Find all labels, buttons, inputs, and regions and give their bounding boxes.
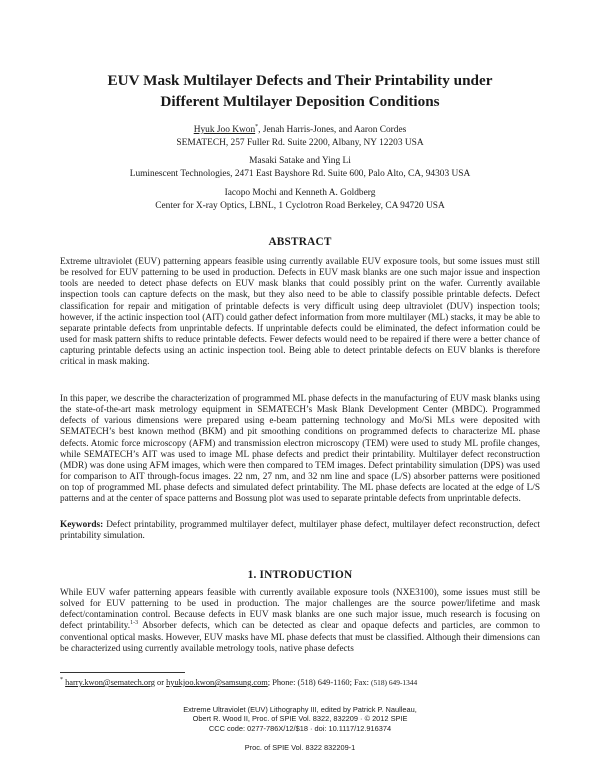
coauthors-1: , Jenah Harris-Jones, and Aaron Cordes xyxy=(258,125,407,135)
abstract-heading: ABSTRACT xyxy=(268,236,332,248)
affiliation-2: Luminescent Technologies, 2471 East Bayshore Rd. Suite 600, Palo Alto, CA, 94303 USA xyxy=(129,168,471,179)
keywords-label: Keywords: xyxy=(60,520,104,530)
paper-title xyxy=(60,70,540,112)
email-link-2[interactable]: hyukjoo.kwon@samsung.com xyxy=(166,678,268,687)
email-link-1[interactable]: harry.kwon@sematech.org xyxy=(65,678,155,687)
footnote-mark: * xyxy=(60,677,63,684)
abstract-paragraph-2: In this paper, we describe the characterization of programmed ML phase defects in the manufacturing of EUV mask blanks using the state-of-the-art mask metrology equipment in SEMATECH’s Mask Blank Development Center (MBDC). Programmed defects of various dimensions were prepared using e-beam patterning technology and Mo/Si MLs were deposited with SEMATECH’s best known method (BKM) and pit smoothing conditions on programmed defects to characterize ML phase defects. Atomic force microscopy (AFM) and transmission electron microscopy (TEM) were used to study ML profile changes, while SEMATECH’s AIT was used to image ML phase defects and predict their printability. Multilayer defect reconstruction (MDR) was done using AFM images, which were then compared to TEM images. Defect printability simulation (DPS) was used for comparison to AIT through-focus images. 22 nm, 27 nm, and 32 nm line and space (L/S) absorber patterns were positioned on top of programmed ML phase defects and simulated defect printability. The ML phase defects are located at the edge of L/S patterns and at the center of space patterns and Bossung plot was used to separate printable defects from unprintable defects. xyxy=(60,394,540,505)
author-names-3: Iacopo Mochi and Kenneth A. Goldberg xyxy=(224,188,376,198)
title-line-2: Different Multilayer Deposition Conditions xyxy=(160,93,440,110)
keywords xyxy=(60,520,540,542)
introduction-text-b: Absorber defects, which can be detected as clear and opaque defects and particles, are common to conventional optical masks. However, EUV masks have ML phase defects that must be classified. Although their dimensions can be characterized using currently available metrology tools, native phase defects xyxy=(60,621,541,654)
footnote-or: or xyxy=(154,678,167,687)
footnote-phone: ; Phone: (518) 649-1160; Fax: xyxy=(267,678,371,687)
footnote xyxy=(60,677,540,688)
author-names-1 xyxy=(40,124,560,137)
affiliation-1: SEMATECH, 257 Fuller Rd. Suite 2200, Albany, NY 12203 USA xyxy=(176,137,424,148)
citation-line-2: Obert R. Wood II, Proc. of SPIE Vol. 8322, 832209 · © 2012 SPIE xyxy=(192,714,408,724)
corresponding-mark: * xyxy=(255,123,259,130)
affiliation-3: Center for X-ray Optics, LBNL, 1 Cyclotron Road Berkeley, CA 94720 USA xyxy=(155,200,445,211)
page-footer: Proc. of SPIE Vol. 8322 832209-1 xyxy=(244,743,356,752)
keywords-list: Defect printability, programmed multilayer defect, multilayer phase defect, multilayer defect reconstruction, defect printability simulation. xyxy=(60,520,540,542)
citation-line-1: Extreme Ultraviolet (EUV) Lithography III, edited by Patrick P. Naulleau, xyxy=(183,705,417,714)
citation-block xyxy=(0,705,600,733)
citation-line-3: CCC code: 0277-786X/12/$18 · doi: 10.1117/12.916374 xyxy=(208,723,392,733)
introduction-heading: 1. INTRODUCTION xyxy=(247,569,353,581)
abstract-paragraph-1: Extreme ultraviolet (EUV) patterning appears feasible using currently available EUV exposure tools, but some issues must still be resolved for EUV patterning to be used in production. Defects in EUV mask blanks are one such major issue and inspection tools are needed to detect phase defects on EUV mask blanks that could possibly print on the wafer. Currently available inspection tools can capture defects on the mask, but they also need to be able to classify possible printable defects. Defect classification for repair and mitigation of printable defects is very difficult using deep ultraviolet (DUV) inspection tools; however, if the actinic inspection tool (AIT) could gather defect information from more multilayer (ML) stacks, it may be able to separate printable defects from unprintable defects. If unprintable defects could be eliminated, the defect information could be used for mask pattern shifts to reduce printable defects. Fewer defects would need to be repaired if there were a better chance of capturing printable defects using an actinic inspection tool. Being able to detect printable defects on EUV blanks is therefore critical in mask making. xyxy=(60,257,540,368)
reference-superscript: 1-3 xyxy=(130,620,139,627)
author-block-3 xyxy=(40,187,560,212)
corresponding-author: Hyuk Joo Kwon xyxy=(193,125,256,135)
author-names-2: Masaki Satake and Ying Li xyxy=(249,156,351,166)
title-line-1: EUV Mask Multilayer Defects and Their Printability under xyxy=(107,72,493,89)
author-block-1 xyxy=(40,124,560,149)
footnote-divider xyxy=(60,672,185,673)
footnote-fax: (518) 649-1344 xyxy=(371,678,418,687)
author-block-2 xyxy=(40,155,560,180)
introduction-paragraph xyxy=(60,588,540,655)
introduction-text-a: While EUV wafer patterning appears feasible with currently available exposure tools (NXE3100), some issues must still be solved for EUV patterning to be used in production. The major challenges are the source power/lifetime and mask defect/contamination control. Because defects in EUV mask blanks are one such major issue, much research is focusing on defect printability. xyxy=(60,588,540,632)
